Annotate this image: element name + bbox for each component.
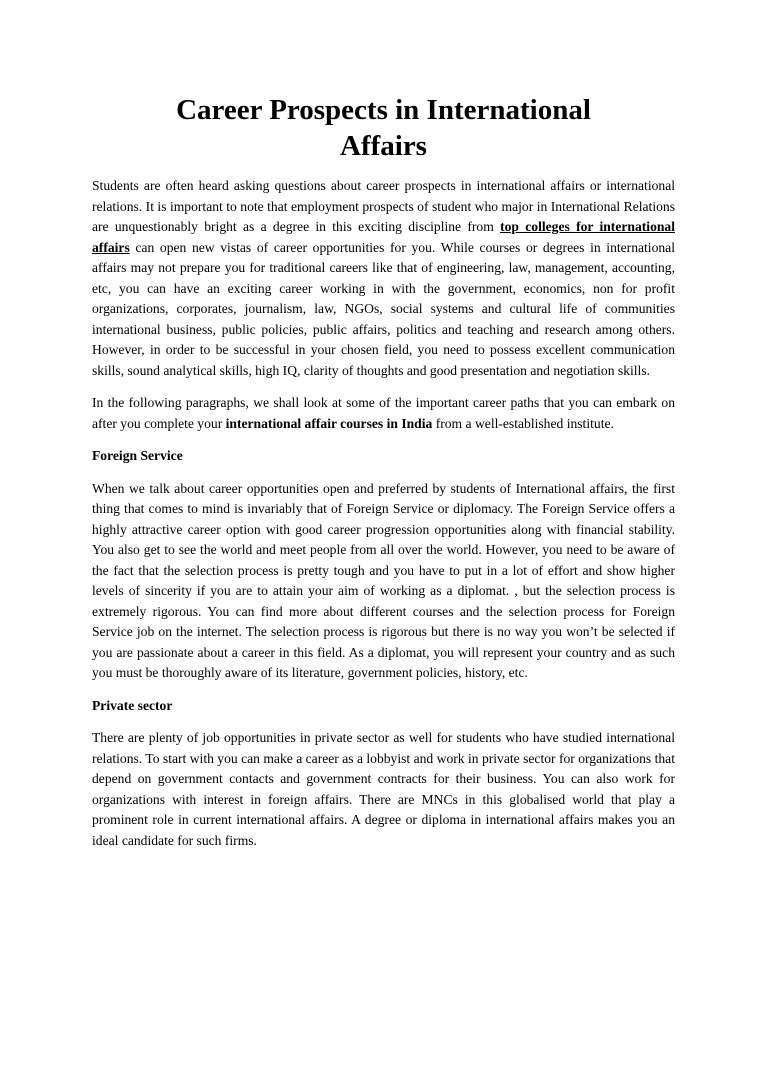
intro-paragraph bbox=[92, 176, 675, 381]
courses-in-india-bold: international affair courses in India bbox=[225, 415, 433, 431]
followup-text-start: In the following paragraphs, we shall look at some of the important career paths that you can embark on after you complete your bbox=[92, 395, 675, 431]
title-line-2: Affairs bbox=[340, 130, 427, 162]
intro-text-end: can open new vistas of career opportunities for you. While courses or degrees in international affairs may not prepare you for traditional careers like that of engineering, law, management, accounting, etc, you can have an exciting career working in with the government, economics, non for profit organizations, corporates, journalism, law, NGOs, social systems and cultural life of communities international business, public policies, public affairs, politics and teaching and research among others. However, in order to be successful in your chosen field, you need to possess excellent communication skills, sound analytical skills, high IQ, clarity of thoughts and good presentation and negotiation skills. bbox=[92, 239, 675, 378]
top-colleges-link[interactable]: top colleges for international affairs bbox=[92, 219, 675, 255]
intro-text-start: Students are often heard asking questions about career prospects in international affairs or international relations. It is important to note that employment prospects of student who major in International Relations are unquestionably bright as a degree in this exciting discipline from bbox=[92, 178, 675, 234]
title-line-1: Career Prospects in International bbox=[176, 94, 591, 126]
section-body-foreign-service: When we talk about career opportunities open and preferred by students of International affairs, the first thing that comes to mind is invariably that of Foreign Service or diplomacy. The Foreign Service offers a highly attractive career option with good career progression opportunities along with financial stability. You also get to see the world and meet people from all over the world. However, you need to be aware of the fact that the selection process is pretty tough and you have to put in a lot of effort and show higher levels of sincerity if you are to attain your aim of working as a diplomat. , but the selection process is extremely rigorous. You can find more about different courses and the selection process for Foreign Service job on the internet. The selection process is rigorous but there is no way you won’t be selected if you are passionate about a career in this field. As a diplomat, you will represent your country and as such you must be thoroughly aware of its literature, government policies, history, etc. bbox=[92, 480, 675, 680]
followup-paragraph bbox=[92, 393, 675, 434]
page-title bbox=[92, 92, 675, 164]
section-heading-private-sector: Private sector bbox=[92, 697, 173, 713]
section-body-private-sector: There are plenty of job opportunities in private sector as well for students who have studied international relations. To start with you can make a career as a lobbyist and work in private sector for organizations that depend on government contacts and government contracts for their business. You can also work for organizations with interest in foreign affairs. There are MNCs in this globalised world that play a prominent role in current international affairs. A degree or diploma in international affairs makes you an ideal candidate for such firms. bbox=[92, 730, 675, 848]
followup-text-end: from a well-established institute. bbox=[432, 415, 614, 431]
section-heading-foreign-service: Foreign Service bbox=[92, 448, 183, 463]
document-page bbox=[92, 92, 675, 863]
